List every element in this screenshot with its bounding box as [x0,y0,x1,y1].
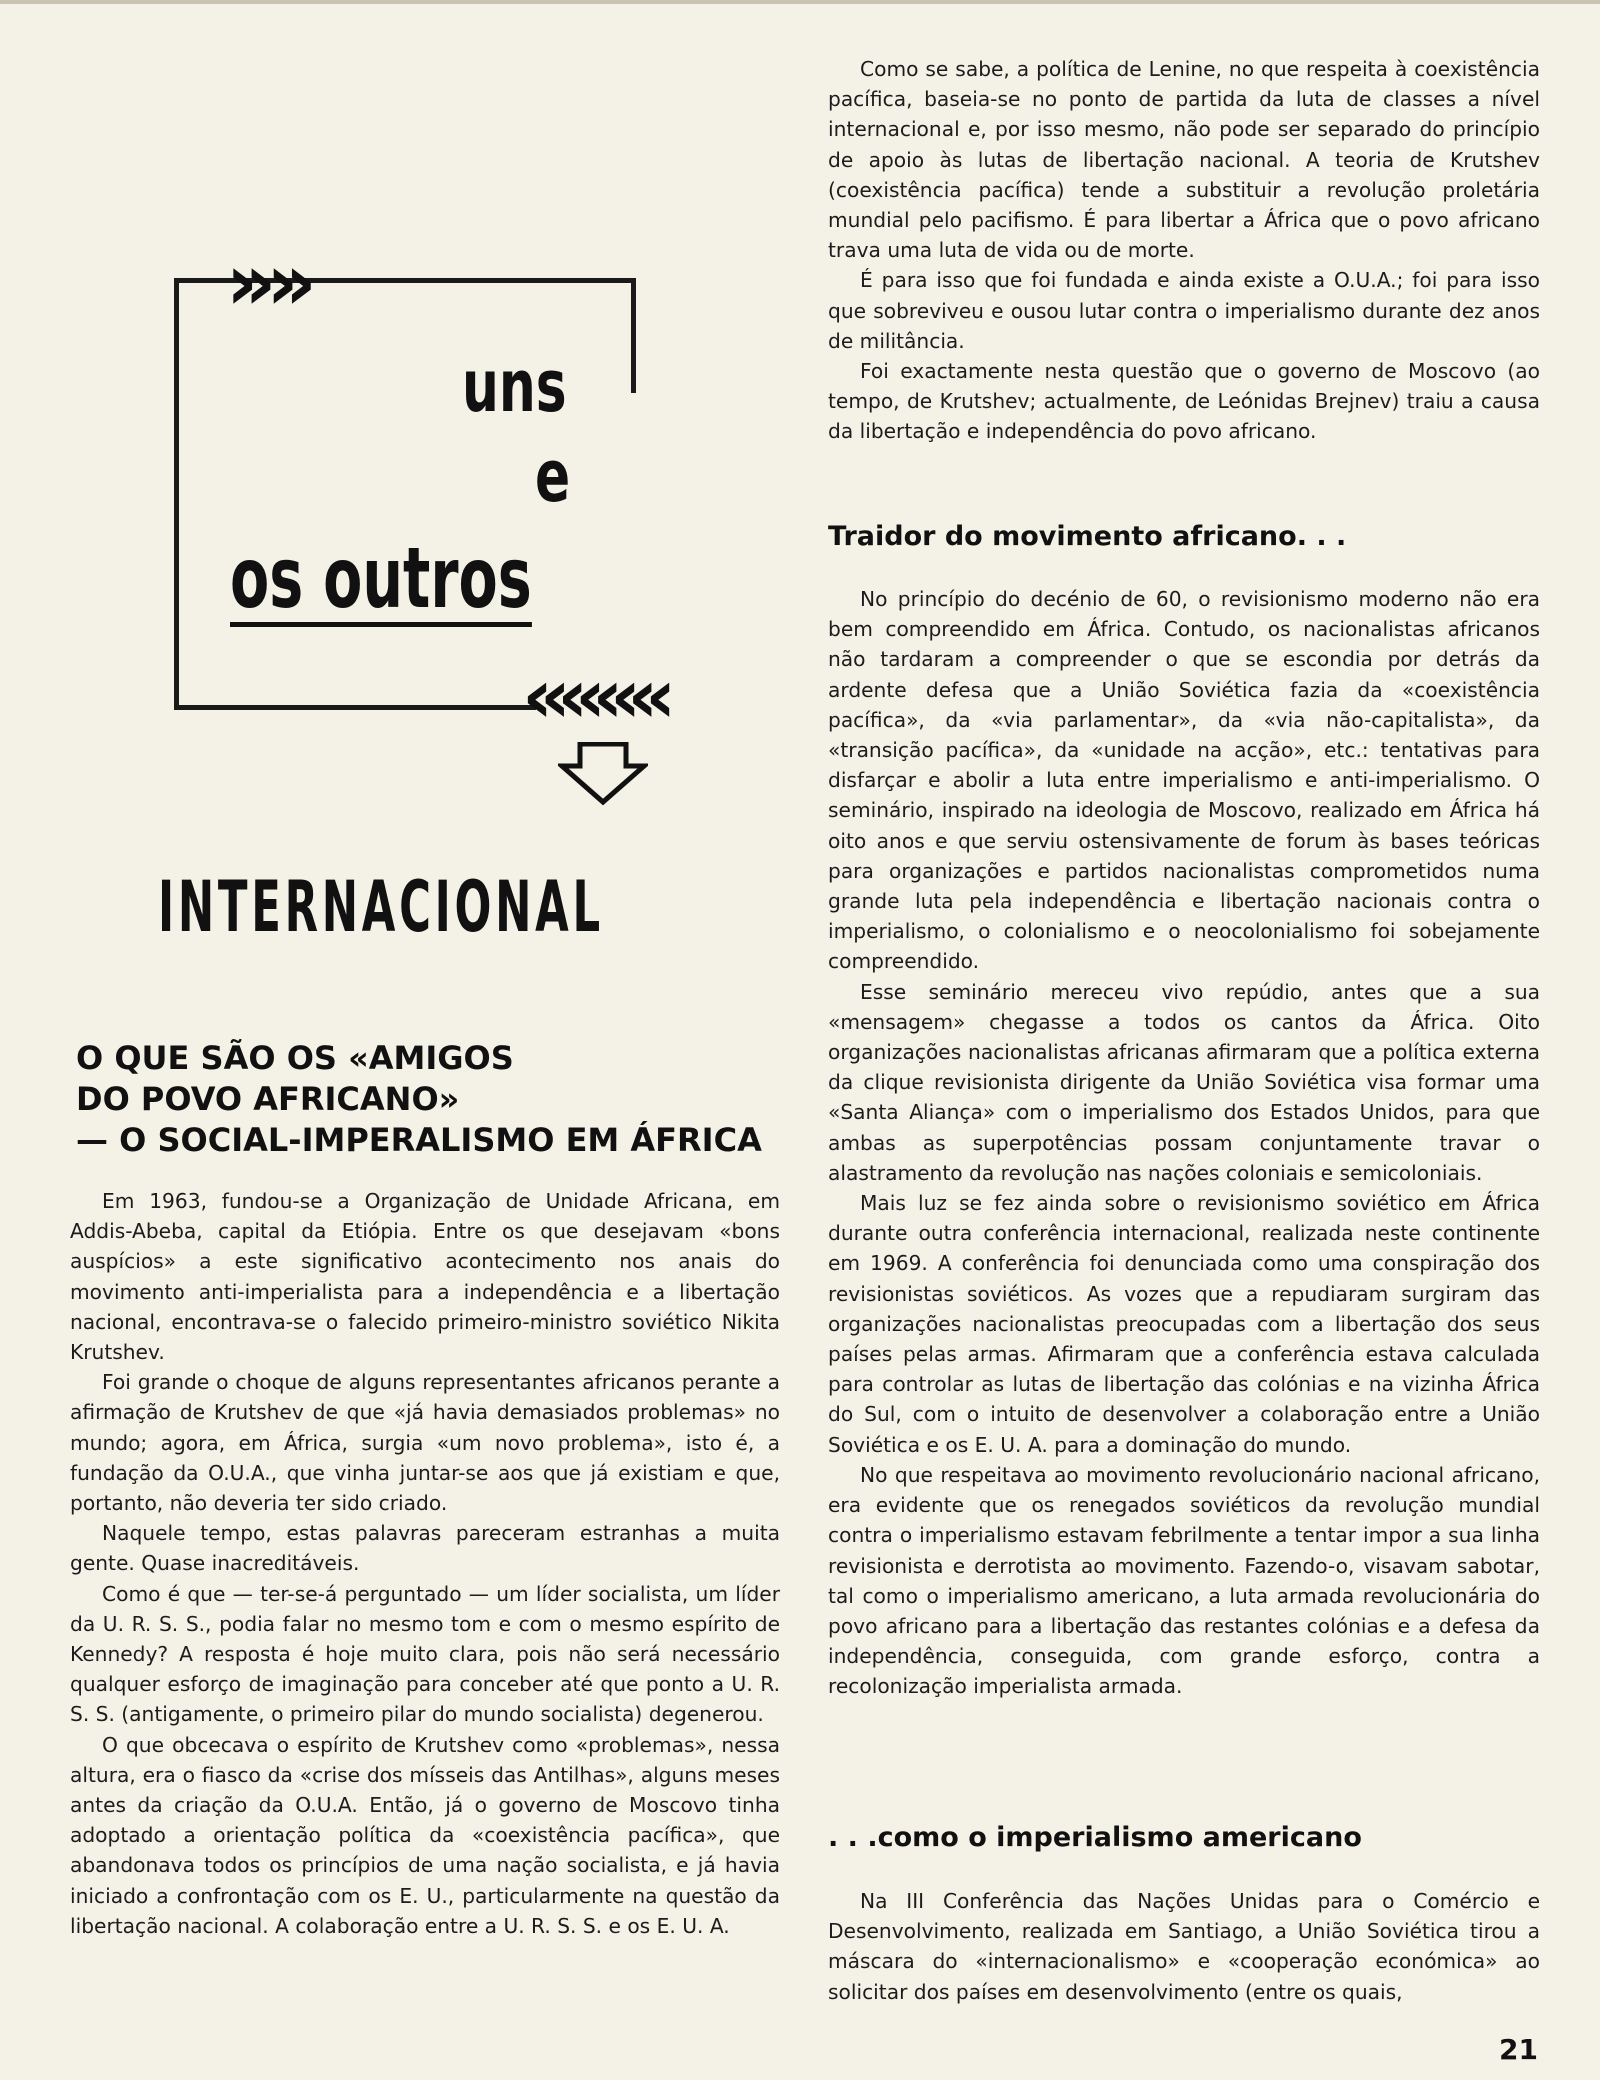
headline-line-1: O QUE SÃO OS «AMIGOS [76,1039,514,1077]
subheading-traidor: Traidor do movimento africano. . . [828,521,1347,552]
logo-frame-right [631,278,636,393]
paragraph: O que obcecava o espírito de Krutshev como «problemas», nessa altura, era o fiasco da «crise dos mísseis das Antilhas», alguns meses antes da criação da O.U.A. Então, já o governo de Moscovo tinha adoptado a orientação política da «coexistência pacífica», que abandonava todos os princípios de uma nação socialista, e já havia iniciado a confrontação com os E. U., particularmente na questão da libertação nacional. A colaboração entre a U. R. S. S. e os E. U. A. [70,1732,780,1938]
paragraph: Foi exactamente nesta questão que o governo de Moscovo (ao tempo, de Krutshev; actualmente, de Leónidas Brejnev) traiu a causa da libertação e independência do povo africano. [828,359,1540,444]
paragraph: Esse seminário mereceu vivo repúdio, antes que a sua «mensagem» chegasse a todos os cantos da África. Oito organizações nacionalistas africanas afirmaram que a política externa da clique revisionista dirigente da União Soviética visa formar uma «Santa Aliança» com o imperialismo dos Estados Unidos, para que ambas as superpotências possam conjuntamente travar o alastramento da revolução nas nações coloniais e semicoloniais. [828,979,1540,1185]
uns-e-os-outros-logo [150,240,710,800]
logo-chevrons-right: »» [226,238,307,328]
page-number: 21 [1499,2033,1538,2066]
right-column-middle-text [828,584,1540,1702]
paragraph: Naquele tempo, estas palavras pareceram estranhas a muita gente. Quase inacreditáveis. [70,1521,780,1576]
logo-chevrons-left: «««« [522,651,663,740]
paragraph: Foi grande o choque de alguns representantes africanos perante a afirmação de Krutshev de que «já havia demasiados problemas» no mundo; agora, em África, surgia «um novo problema», isto é, a fundação da O.U.A., que vinha juntar-se aos que já existiam e que, portanto, não deveria ter sido criado. [70,1370,780,1516]
page-top-edge [0,0,1600,4]
logo-frame-bottom [174,705,536,710]
down-arrow-icon [558,742,648,806]
logo-word-uns: uns [462,344,567,428]
left-column-text [70,1186,780,1941]
paragraph: Na III Conferência das Nações Unidas para o Comércio e Desenvolvimento, realizada em Santiago, a União Soviética tirou a máscara do «internacionalismo» e «cooperação económica» ao solicitar dos países em desenvolvimento (entre os quais, [828,1889,1540,2004]
paragraph: No princípio do decénio de 60, o revisionismo moderno não era bem compreendido em África. Contudo, os nacionalistas africanos não tardaram a compreender o que se escondia por detrás da ardente defesa que a União Soviética fazia da «coexistência pacífica», da «via parlamentar», da «via não-capitalista», da «transição pacífica», da «unidade na acção», etc.: tentativas para disfarçar e abolir a luta entre imperialismo e anti-imperialismo. O seminário, inspirado na ideologia de Moscovo, realizado em África há oito anos e que serviu ostensivamente de forum às bases teóricas para organizações e partidos nacionalistas comprometidos numa grande luta pela independência e libertação nacionais contra o imperialismo, o colonialismo e o neocolonialismo foi sobejamente compreendido. [828,587,1540,974]
subheading-imperialismo-americano: . . .como o imperialismo americano [828,1822,1362,1853]
logo-word-e: e [535,434,571,518]
right-column-intro-text [828,54,1540,447]
right-column-bottom-text [828,1886,1540,2007]
section-label: INTERNACIONAL [158,866,604,948]
paragraph: Mais luz se fez ainda sobre o revisionismo soviético em África durante outra conferência internacional, realizada neste continente em 1969. A conferência foi denunciada como uma conspiração dos revisionistas soviéticos. As vozes que a repudiaram surgiram das organizações nacionalistas preocupadas com a libertação dos seus países pelas armas. Afirmaram que a conferência estava calculada para controlar as lutas de libertação das colónias e na vizinha África do Sul, com o intuito de desenvolver a colaboração entre a União Soviética e os E. U. A. para a dominação do mundo. [828,1191,1540,1457]
headline-line-2: DO POVO AFRICANO» [76,1080,460,1118]
paragraph: Como se sabe, a política de Lenine, no que respeita à coexistência pacífica, baseia-se no ponto de partida da luta de classes a nível internacional e, por isso mesmo, não pode ser separado do princípio de apoio às lutas de libertação nacional. A teoria de Krutshev (coexistência pacífica) tende a substituir a revolução proletária mundial pelo pacifismo. É para libertar a África que o povo africano trava uma luta de vida ou de morte. [828,57,1540,263]
article-headline [76,1038,776,1161]
logo-word-outros: os outros [230,529,532,627]
paragraph: É para isso que foi fundada e ainda existe a O.U.A.; foi para isso que sobreviveu e ousou lutar contra o imperialismo durante dez anos de militância. [828,268,1540,353]
logo-frame-left [174,278,179,710]
headline-line-3: — O SOCIAL-IMPERALISMO EM ÁFRICA [76,1121,762,1159]
paragraph: Em 1963, fundou-se a Organização de Unidade Africana, em Addis-Abeba, capital da Etiópia. Entre os que desejavam «bons auspícios» a este significativo acontecimento nos anais do movimento anti-imperialista para a independência e a libertação nacional, encontrava-se o falecido primeiro-ministro soviético Nikita Krutshev. [70,1189,780,1365]
paragraph: No que respeitava ao movimento revolucionário nacional africano, era evidente que os renegados soviéticos da revolução mundial contra o imperialismo estavam febrilmente a tentar impor a sua linha revisionista e derrotista ao movimento. Fazendo-o, visavam sabotar, tal como o imperialismo americano, a luta armada revolucionária do povo africano para a libertação das restantes colónias e a defesa da independência, conseguida, com grande esforço, contra a recolonização imperialista armada. [828,1462,1540,1699]
paragraph: Como é que — ter-se-á perguntado — um líder socialista, um líder da U. R. S. S., podia falar no mesmo tom e com o mesmo espírito de Kennedy? A resposta é hoje muito clara, pois não será necessário qualquer esforço de imaginação para conceber até que ponto a U. R. S. S. (antigamente, o primeiro pilar do mundo socialista) degenerou. [70,1581,780,1727]
